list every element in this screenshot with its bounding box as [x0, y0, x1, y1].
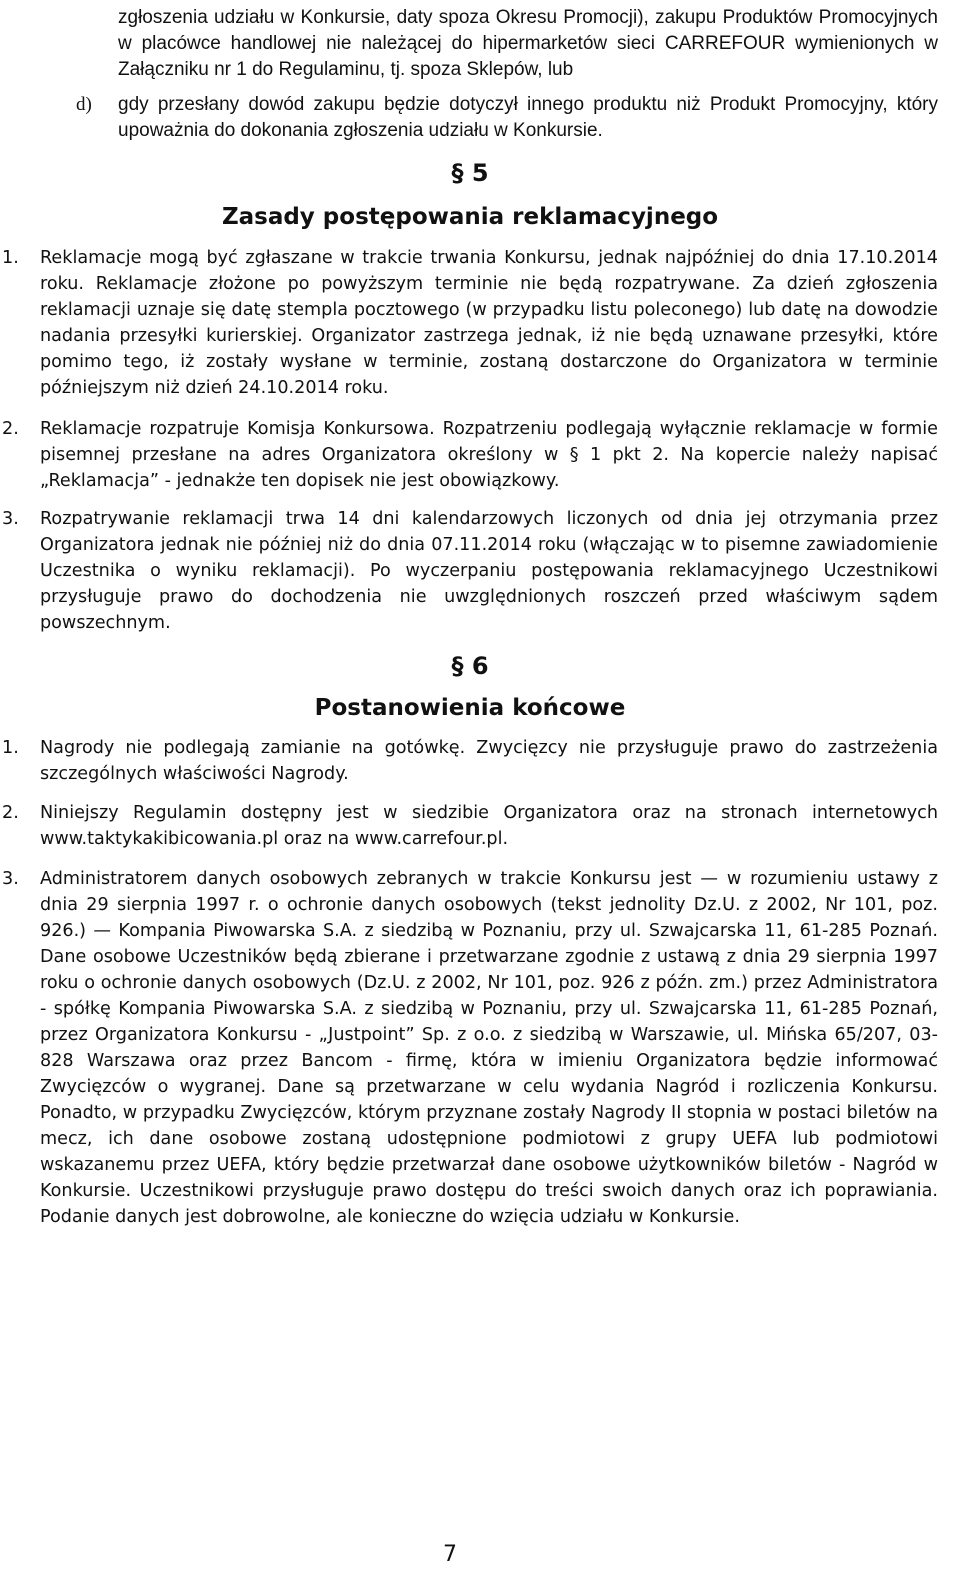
- item-text: Reklamacje mogą być zgłaszane w trakcie trwania Konkursu, jednak najpóźniej do dnia 17.10.2014 roku. Reklamacje złożone po powyższym terminie nie będą rozpatrywane. Za dzień zgłoszenia reklamacji uznaje się datę stempla pocztowego (w przypadku listu poleconego) lub datę na dowodzie nadania przesyłki kurierskiej. Organizator zastrzega jednak, iż nie będą uznawane przesyłki, które pomimo tego, iż zostały wysłane w terminie, zostaną dostarczone do Organizatora w terminie późniejszym niż dzień 24.10.2014 roku.: [40, 248, 938, 398]
- section-6-item-3: [2, 866, 938, 1230]
- list-marker: d): [76, 94, 92, 115]
- section-5-item-3: [2, 506, 938, 636]
- item-number: 1.: [2, 248, 19, 268]
- section-5-title: Zasady postępowania reklamacyjnego: [221, 204, 719, 230]
- item-text: Nagrody nie podlegają zamianie na gotówkę. Zwycięzcy nie przysługuje prawo do zastrzeżenia szczególnych właściwości Nagrody.: [40, 738, 938, 784]
- intro-paragraph: zgłoszenia udziału w Konkursie, daty spoza Okresu Promocji), zakupu Produktów Promocyjnych w placówce handlowej nie należącej do hipermarketów sieci CARREFOUR wymienionych w Załączniku nr 1 do Regulaminu, tj. spoza Sklepów, lub: [118, 7, 938, 80]
- item-text: Niniejszy Regulamin dostępny jest w siedzibie Organizatora oraz na stronach internetowych www.taktykakibicowania.pl oraz na www.carrefour.pl.: [40, 803, 938, 849]
- item-number: 2.: [2, 419, 19, 439]
- list-item-text: gdy przesłany dowód zakupu będzie dotyczył innego produktu niż Produkt Promocyjny, który upoważnia do dokonania zgłoszenia udziału w Konkursie.: [118, 94, 938, 141]
- section-6-symbol: § 6: [451, 652, 489, 680]
- section-5-item-1: [2, 245, 938, 401]
- item-number: 1.: [2, 738, 19, 758]
- item-text: Administratorem danych osobowych zebranych w trakcie Konkursu jest — w rozumieniu ustawy z dnia 29 sierpnia 1997 r. o ochronie danych osobowych (tekst jednolity Dz.U. z 2002, Nr 101, poz. 926.) — Kompania Piwowarska S.A. z siedzibą w Poznaniu, przy ul. Szwajcarska 11, 61-285 Poznań. Dane osobowe Uczestników będą zbierane i przetwarzane zgodnie z ustawą z dnia 29 sierpnia 1997 roku o ochronie danych osobowych (Dz.U. z 2002, Nr 101, poz. 926 z późn. zm.) przez Administratora - spółkę Kompania Piwowarska S.A. z siedzibą w Poznaniu, przy ul. Szwajcarska 11, 61-285 Poznań, przez Organizatora Konkursu - „Justpoint” Sp. z o.o. z siedzibą w Warszawie, ul. Mińska 65/207, 03-828 Warszawa oraz przez Bancom - firmę, która w imieniu Organizatora będzie informować Zwycięzców o wygranej. Dane są przetwarzane w celu wydania Nagród i rozliczenia Konkursu. Ponadto, w przypadku Zwycięzców, którym przyznane zostały Nagrody II stopnia w postaci biletów na mecz, ich dane osobowe zostaną udostępnione podmiotowi z grupy UEFA lub podmiotowi wskazanemu przez UEFA, który będzie przetwarzał dane osobowe użytkowników biletów - Nagród w Konkursie. Uczestnikowi przysługuje prawo dostępu do treści swoich danych oraz ich poprawiania. Podanie danych jest dobrowolne, ale konieczne do wzięcia udziału w Konkursie.: [40, 869, 938, 1227]
- section-6-title: Postanowienia końcowe: [314, 695, 626, 721]
- item-text: Reklamacje rozpatruje Komisja Konkursowa. Rozpatrzeniu podlegają wyłącznie reklamacje w formie pisemnej przesłane na adres Organizatora określony w § 1 pkt 2. Na kopercie należy napisać „Reklamacja” - jednakże ten dopisek nie jest obowiązkowy.: [40, 419, 938, 491]
- section-6-item-2: [2, 800, 938, 852]
- list-item-d: [76, 92, 938, 144]
- item-number: 2.: [2, 803, 19, 823]
- page-number: 7: [443, 1542, 457, 1567]
- section-5-item-2: [2, 416, 938, 494]
- item-text: Rozpatrywanie reklamacji trwa 14 dni kalendarzowych liczonych od dnia jej otrzymania przez Organizatora jednak nie później niż do dnia 07.11.2014 roku (włączając w to pisemne zawiadomienie Uczestnika o wyniku reklamacji). Po wyczerpaniu postępowania reklamacyjnego Uczestnikowi przysługuje prawo do dochodzenia nie uwzględnionych roszczeń przed właściwym sądem powszechnym.: [40, 509, 938, 633]
- item-number: 3.: [2, 509, 19, 529]
- item-number: 3.: [2, 869, 19, 889]
- section-6-item-1: [2, 735, 938, 787]
- section-5-symbol: § 5: [451, 159, 489, 187]
